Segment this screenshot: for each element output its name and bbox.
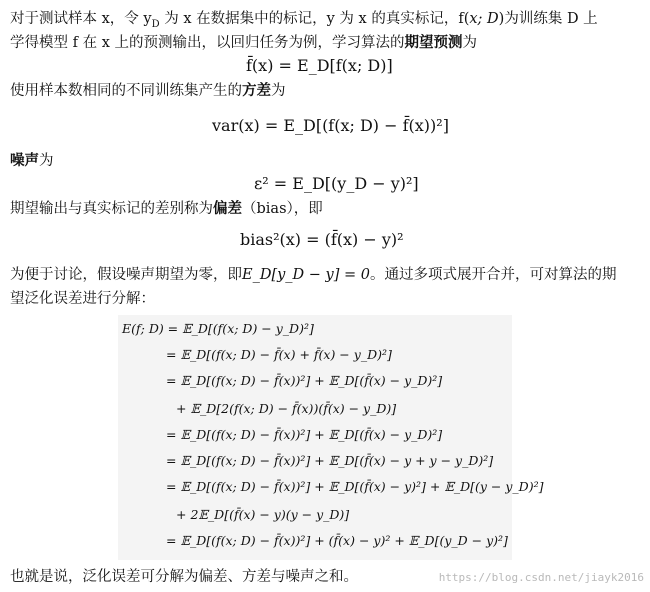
derivation-figure [118, 315, 544, 560]
watermark-url: https://blog.csdn.net/jiayk2016 [438, 571, 644, 584]
text-noise: 噪声 [10, 152, 39, 169]
text-line1-sub: D [151, 18, 160, 30]
text-expected-prediction: 期望预测 [404, 34, 463, 51]
derivation-row-8: + 2𝔼_D[(f̄(x) − y)(y − y_D)] [176, 507, 350, 522]
derivation-row-2: = 𝔼_D[(f(x; D) − f̄(x) + f̄(x) − y_D)²] [166, 347, 392, 362]
derivation-row-7: = 𝔼_D[(f(x; D) − f̄(x))²] + 𝔼_D[(f̄(x) − y)²] + 𝔼_D[(y − y_D)²] [166, 479, 544, 494]
text-line3-c: 为 [271, 83, 286, 99]
text-line1-b: 为 x 在数据集中的标记，y 为 x 的真实标记，f( [159, 11, 470, 27]
paragraph-intro-line2 [10, 32, 477, 54]
derivation-row-6: = 𝔼_D[(f(x; D) − f̄(x))²] + 𝔼_D[(f̄(x) − y + y − y_D)²] [166, 453, 494, 468]
paragraph-decomposition-line1 [10, 264, 617, 286]
equation-bias: bias²(x) = (f̄(x) − y)² [240, 230, 404, 249]
equation-expected-prediction: f̄(x) = E_D[f(x; D)] [246, 56, 393, 75]
text-line5-a: 期望输出与真实标记的差别称为 [10, 201, 213, 217]
derivation-row-3: = 𝔼_D[(f(x; D) − f̄(x))²] + 𝔼_D[(f̄(x) − y_D)²] [166, 373, 443, 388]
derivation-row-5: = 𝔼_D[(f(x; D) − f̄(x))²] + 𝔼_D[(f̄(x) − y_D)²] [166, 427, 443, 442]
text-line3-a: 使用样本数相同的不同训练集产生的 [10, 83, 242, 99]
text-line2-a: 学得模型 f 在 x 上的预测输出，以回归任务为例，学习算法的 [10, 35, 405, 51]
paragraph-conclusion: 也就是说，泛化误差可分解为偏差、方差与噪声之和。 [10, 569, 358, 585]
text-line5-c: （bias），即 [242, 201, 323, 217]
text-bias: 偏差 [213, 200, 242, 217]
derivation-row-1: E(f; D) = 𝔼_D[(f(x; D) − y_D)²] [122, 321, 314, 336]
paragraph-bias [10, 198, 323, 220]
text-line1-c: )为训练集 D 上 [498, 11, 598, 27]
text-variance: 方差 [242, 82, 271, 99]
equation-variance: var(x) = E_D[(f(x; D) − f̄(x))²] [212, 116, 449, 135]
text-line1-a: 对于测试样本 x，令 y [10, 11, 152, 27]
derivation-row-4: + 𝔼_D[2(f(x; D) − f̄(x))(f̄(x) − y_D)] [176, 401, 397, 416]
paragraph-decomposition-line2: 望泛化误差进行分解： [10, 291, 155, 307]
text-line6-c: 。通过多项式展开合并，可对算法的期 [370, 267, 617, 283]
derivation-row-9: = 𝔼_D[(f(x; D) − f̄(x))²] + (f̄(x) − y)² + 𝔼_D[(y_D − y)²] [166, 533, 508, 548]
paragraph-noise [10, 150, 54, 172]
text-line1-math: x; D [469, 11, 499, 27]
text-line2-c: 为 [462, 35, 477, 51]
text-line6-a: 为便于讨论，假设噪声期望为零，即 [10, 267, 242, 283]
equation-noise: ε² = E_D[(y_D − y)²] [254, 174, 419, 193]
paragraph-variance [10, 80, 286, 102]
text-line6-math: E_D[y_D − y] = 0 [242, 267, 370, 283]
text-line4-c: 为 [39, 153, 54, 169]
